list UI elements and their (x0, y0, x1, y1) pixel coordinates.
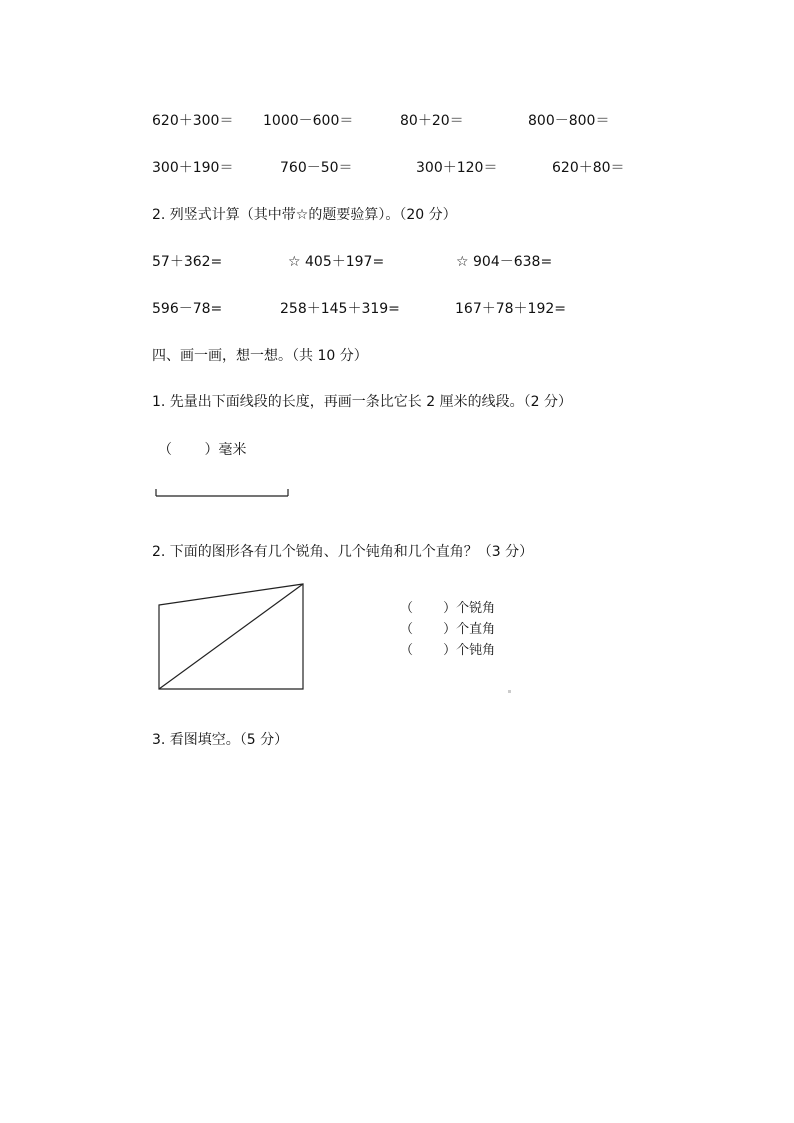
problem-620-plus-300: 620＋300＝ (152, 113, 234, 129)
acute-angle-count: （ ）个锐角 (400, 601, 496, 616)
problem-800-minus-800: 800－800＝ (528, 113, 610, 129)
answer-millimeters: （ ）毫米 (158, 442, 247, 458)
problem-760-minus-50: 760－50＝ (280, 160, 353, 176)
problem-620-plus-80: 620＋80＝ (552, 160, 625, 176)
problem-300-plus-190: 300＋190＝ (152, 160, 234, 176)
problem-80-plus-20: 80＋20＝ (400, 113, 464, 129)
question-4-3: 3. 看图填空。（5 分） (152, 732, 289, 748)
problem-904-minus-638: ☆ 904－638= (456, 254, 553, 270)
scan-mark (508, 690, 511, 693)
question-4-1: 1. 先量出下面线段的长度，再画一条比它长 2 厘米的线段。（2 分） (152, 394, 572, 410)
problem-405-plus-197: ☆ 405＋197= (288, 254, 385, 270)
obtuse-angle-count: （ ）个钝角 (400, 643, 496, 658)
question-2-heading: 2. 列竖式计算（其中带☆的题要验算）。（20 分） (152, 207, 457, 223)
problem-167-plus-78-plus-192: 167＋78＋192= (455, 301, 566, 317)
section-4-heading: 四、画一画，想一想。（共 10 分） (152, 348, 368, 364)
right-angle-count: （ ）个直角 (400, 622, 496, 637)
problem-1000-minus-600: 1000－600＝ (263, 113, 354, 129)
line-segment (155, 486, 289, 498)
problem-57-plus-362: 57＋362= (152, 254, 223, 270)
problem-300-plus-120: 300＋120＝ (416, 160, 498, 176)
question-4-2: 2. 下面的图形各有几个锐角、几个钝角和几个直角？（3 分） (152, 544, 534, 560)
problem-596-minus-78: 596－78= (152, 301, 223, 317)
problem-258-plus-145-plus-319: 258＋145＋319= (280, 301, 400, 317)
quadrilateral-figure (155, 582, 307, 696)
